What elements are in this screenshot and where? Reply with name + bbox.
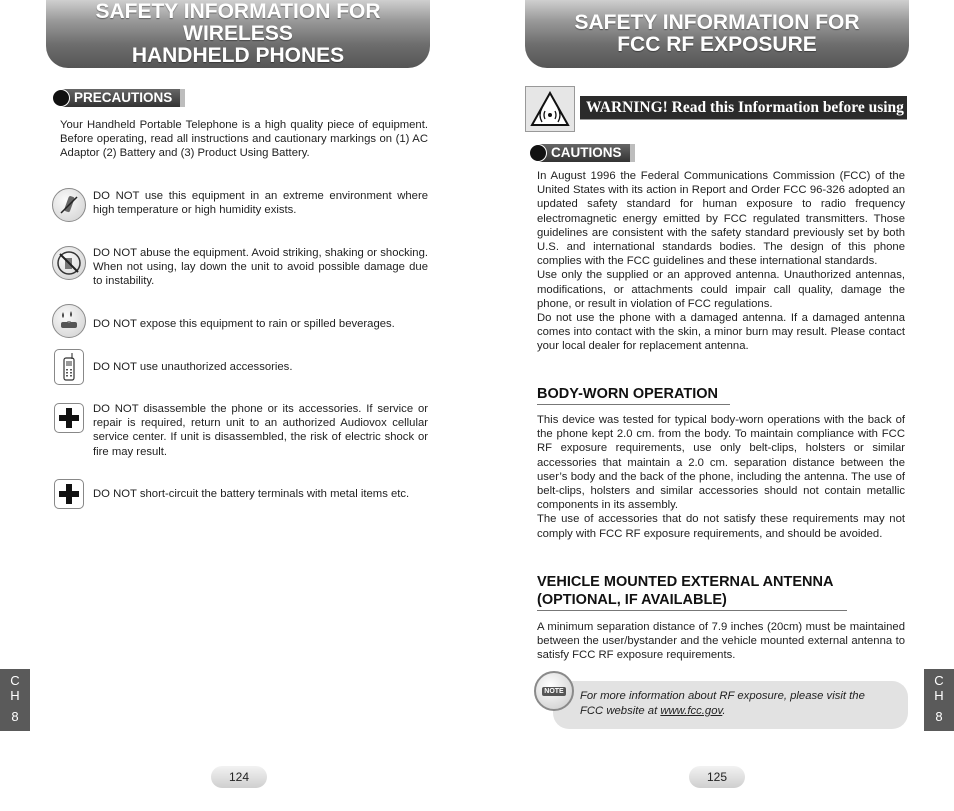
note-badge-label: NOTE [544, 687, 564, 695]
precautions-intro: Your Handheld Portable Telephone is a high quality piece of equipment. Before operating, read all instructions and cautionary markings on (1) AC Adaptor (2) Battery and (3) Product Using Battery. [60, 119, 428, 160]
body-worn-paragraph: This device was tested for typical body-worn operations with the back of the phone kept 2.0 cm. from the body. To maintain compliance with FCC RF exposure requirements, use only belt-clips, holsters or similar accessories that maintain a 2.0 cm. separation distance between the user’s body and the back of the phone, including the antenna. The use of belt-clips, holsters and similar accessories should not contain metallic components in its assembly. [537, 414, 905, 512]
note-text-after: . [722, 704, 726, 717]
cautions-paragraph: Do not use the phone with a damaged antenna. If a damaged antenna comes into contact with the skin, a minor burn may result. Please contact your local dealer for replacement antenna. [537, 312, 905, 353]
precaution-item: DO NOT abuse the equipment. Avoid striking, shaking or shocking. When not using, lay down the unit to avoid possible damage due to instability. [93, 247, 428, 288]
chapter-letter: C [934, 673, 944, 688]
note-text-before: For more information about RF exposure, please visit the FCC website at [580, 690, 865, 717]
note-text [580, 689, 890, 718]
chapter-letter: H [934, 688, 944, 703]
extreme-environment-icon [52, 188, 86, 222]
cautions-label-text: CAUTIONS [539, 144, 635, 162]
cautions-paragraph: Use only the supplied or an approved antenna. Unauthorized antennas, modifications, or attachments could impair call quality, damage the phone, or result in violation of FCC regulations. [537, 269, 905, 310]
page-number: 125 [706, 770, 728, 784]
cautions-label [529, 143, 635, 163]
rain-icon [52, 304, 86, 338]
right-title-line1: SAFETY INFORMATION FOR [574, 11, 860, 34]
left-title-line2: HANDHELD PHONES [131, 44, 345, 67]
chapter-number: 8 [935, 709, 943, 724]
body-worn-heading: BODY-WORN OPERATION [537, 385, 730, 405]
service-cross-icon [54, 403, 84, 433]
warning-banner: WARNING! Read this Information before using [580, 96, 907, 120]
vehicle-antenna-heading [537, 573, 847, 611]
body-worn-paragraph: The use of accessories that do not satisfy these requirements may not comply with FCC RF exposure requirements, and should be avoided. [537, 513, 905, 540]
precaution-item: DO NOT short-circuit the battery terminals with metal items etc. [93, 488, 410, 500]
right-page-title [525, 0, 909, 68]
fcc-website-link[interactable]: www.fcc.gov [660, 704, 723, 717]
page-number: 124 [228, 770, 250, 784]
no-abuse-icon [52, 246, 86, 280]
right-chapter-tab [924, 669, 954, 731]
phone-accessory-icon [54, 349, 84, 385]
right-title-line2: FCC RF EXPOSURE [617, 33, 817, 56]
rf-warning-icon [525, 86, 575, 132]
vehicle-heading-line1: VEHICLE MOUNTED EXTERNAL ANTENNA [537, 574, 834, 590]
chapter-letter: H [10, 688, 20, 703]
left-page-title [46, 0, 430, 68]
vehicle-antenna-text: A minimum separation distance of 7.9 inches (20cm) must be maintained between the user/bystander and the vehicle mounted external antenna to satisfy FCC RF exposure requirements. [537, 621, 905, 662]
body-worn-text [537, 413, 905, 541]
precaution-item: DO NOT use unauthorized accessories. [93, 361, 293, 373]
precautions-label-text: PRECAUTIONS [62, 89, 185, 107]
left-chapter-tab [0, 669, 30, 731]
precaution-item: DO NOT use this equipment in an extreme environment where high temperature or high humidity exists. [93, 190, 428, 217]
cautions-paragraph: In August 1996 the Federal Communications Commission (FCC) of the United States with its action in Report and Order FCC 96-326 adopted an updated safety standard for human exposure to radio frequency electromagnetic energy emitted by FCC regulated transmitters. Those guidelines are consistent with the safety standard previously set by both U.S. and international standards bodies. The design of this phone complies with the FCC guidelines and these international standards. [537, 170, 905, 268]
service-cross-icon [54, 479, 84, 509]
precaution-item: DO NOT expose this equipment to rain or spilled beverages. [93, 318, 395, 330]
note-badge-icon [534, 671, 574, 711]
cautions-text [537, 169, 905, 354]
chapter-letter: C [10, 673, 20, 688]
left-title-line1: SAFETY INFORMATION FOR WIRELESS [95, 0, 381, 45]
chapter-number: 8 [11, 709, 19, 724]
precaution-item: DO NOT disassemble the phone or its accessories. If service or repair is required, return unit to an authorized Audiovox cellular service center. If unit is disassembled, the risk of electric shock or fire may result. [93, 403, 428, 458]
bullet-dot [52, 89, 70, 107]
bullet-dot [529, 144, 547, 162]
vehicle-heading-line2: (OPTIONAL, IF AVAILABLE) [537, 592, 727, 608]
precautions-label [52, 88, 185, 108]
